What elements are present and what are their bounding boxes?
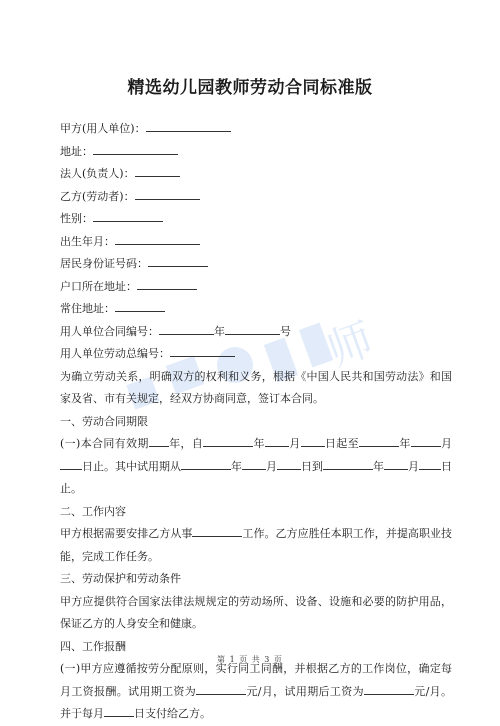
- section3-heading: 三、劳动保护和劳动条件: [60, 572, 181, 585]
- field-party-b: 乙方(劳动者)：: [60, 186, 452, 209]
- blank-contract-num[interactable]: [225, 322, 280, 335]
- section4-paragraph: (一)甲方应遵循按劳分配原则，实行同工同酬，并根据乙方的工作岗位，确定每月工资报酬。试用期工资为 元/月，试用期后工资为 元/月。并于每月 日支付给乙方。: [60, 662, 452, 720]
- section2-paragraph: 甲方根据需要安排乙方从事 工作。乙方应胜任本职工作，并提高职业技能，完成工作任务。: [60, 523, 452, 568]
- section3-paragraph: 甲方应提供符合国家法律法规规定的劳动场所、设备、设施和必要的防护用品，保证乙方的人身安全和健康。: [60, 594, 452, 630]
- document-body: [60, 118, 452, 726]
- blank-residence[interactable]: [115, 299, 165, 312]
- section4-heading: 四、工作报酬: [60, 639, 126, 653]
- blank-legal-rep[interactable]: [135, 164, 180, 177]
- blank-gender[interactable]: [93, 209, 163, 222]
- page-footer: 第 1 页 共 3 页: [217, 655, 283, 664]
- field-hukou: 户口所在地址：: [60, 276, 452, 299]
- section1-paragraph: (一)本合同有效期 年，自 年 月 日起至 年 月日止。其中试用期从 年 月 日到 年 月 日止。: [60, 433, 452, 501]
- blank-address[interactable]: [93, 142, 178, 155]
- field-legal-rep: 法人(负责人)：: [60, 163, 452, 186]
- blank-contract-year[interactable]: [159, 322, 214, 335]
- field-birth: 出生年月：: [60, 231, 452, 254]
- section2-heading: 二、工作内容: [60, 504, 126, 518]
- field-gender: 性别：: [60, 208, 452, 231]
- field-residence: 常住地址：: [60, 298, 452, 321]
- blank-party-b[interactable]: [135, 187, 200, 200]
- document-title: 精选幼儿园教师劳动合同标准版: [127, 78, 373, 98]
- blank-total-no[interactable]: [170, 344, 235, 357]
- watermark-text: 师: [320, 313, 380, 377]
- intro-paragraph: 为确立劳动关系，明确双方的权利和义务，根据《中国人民共和国劳动法》和国家及省、市有关规定，经双方协商同意，签订本合同。: [60, 369, 452, 405]
- field-id-number: 居民身份证号码：: [60, 253, 452, 276]
- field-party-a: 甲方(用人单位)：: [60, 118, 452, 141]
- blank-hukou[interactable]: [137, 277, 197, 290]
- field-address: 地址：: [60, 141, 452, 164]
- section1-heading: 一、劳动合同期限: [60, 414, 148, 428]
- field-contract-no: 用人单位合同编号： 年 号: [60, 321, 452, 344]
- field-total-no: 用人单位劳动总编号：: [60, 343, 452, 366]
- blank-party-a[interactable]: [146, 119, 231, 132]
- blank-id-number[interactable]: [148, 254, 208, 267]
- blank-birth[interactable]: [115, 232, 200, 245]
